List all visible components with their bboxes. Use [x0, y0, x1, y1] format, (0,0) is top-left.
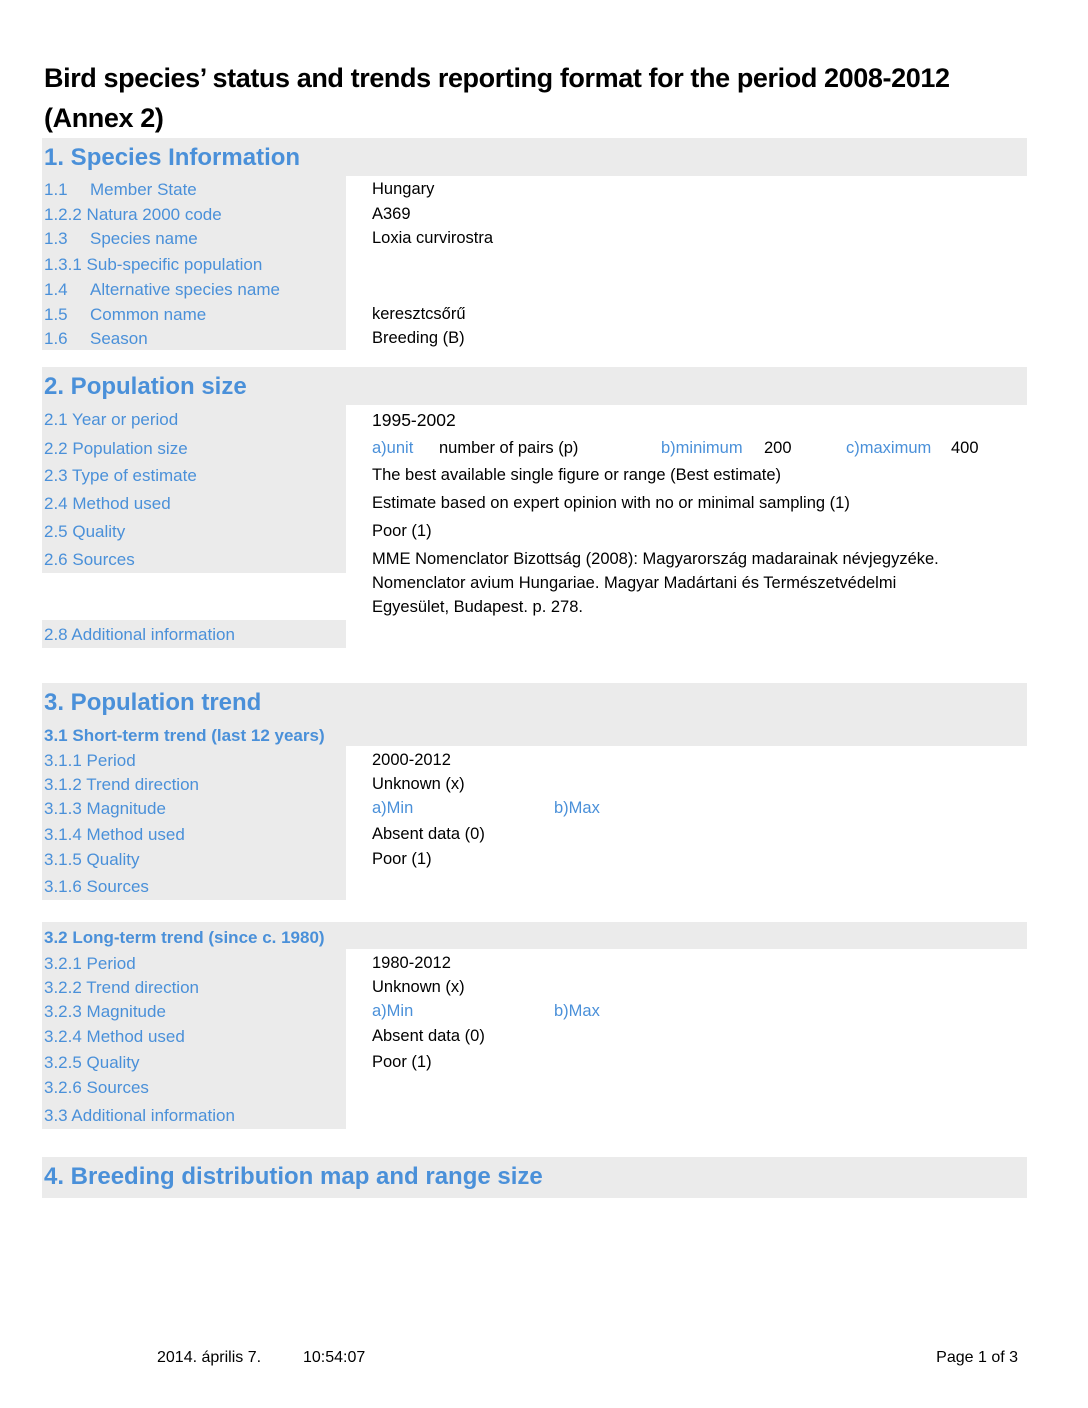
field-label-year-period: 2.1 Year or period: [44, 410, 179, 429]
section-2-heading: 2. Population size: [44, 373, 247, 400]
unit-value: number of pairs (p): [439, 439, 579, 457]
field-label-natura-code: 1.2.2 Natura 2000 code: [44, 205, 222, 224]
field-value-sources-line1: MME Nomenclator Bizottság (2008): Magyarország madarainak névjegyzéke.: [372, 550, 939, 568]
field-value-species-name: Loxia curvirostra: [372, 229, 494, 247]
long-period-value: 1980-2012: [372, 954, 451, 972]
short-term-trend-heading: 3.1 Short-term trend (last 12 years): [44, 726, 325, 745]
section-1-heading: 1. Species Information: [44, 144, 301, 171]
short-period-label: 3.1.1 Period: [44, 751, 136, 770]
field-label-method-used: 2.4 Method used: [44, 494, 171, 513]
short-quality-label: 3.1.5 Quality: [44, 850, 140, 869]
document-title-line1: Bird species’ status and trends reporting format for the period 2008-2012: [44, 63, 950, 93]
short-method-label: 3.1.4 Method used: [44, 825, 185, 844]
footer-page-number: Page 1 of 3: [936, 1349, 1018, 1366]
long-magnitude-max-label: b)Max: [554, 1002, 600, 1020]
field-value-method-used: Estimate based on expert opinion with no or minimal sampling (1): [372, 494, 850, 512]
footer-time: 10:54:07: [303, 1349, 366, 1366]
maximum-label: c)maximum: [846, 439, 932, 457]
field-label-quality: 2.5 Quality: [44, 522, 126, 541]
long-magnitude-label: 3.2.3 Magnitude: [44, 1002, 166, 1021]
section-2-label-column: [42, 405, 346, 573]
field-label-population-size: 2.2 Population size: [44, 439, 188, 458]
long-magnitude-min-label: a)Min: [372, 1002, 414, 1020]
short-quality-value: Poor (1): [372, 850, 432, 868]
field-value-member-state: Hungary: [372, 180, 435, 198]
short-method-value: Absent data (0): [372, 825, 485, 843]
field-label-type-of-estimate: 2.3 Type of estimate: [44, 466, 197, 485]
maximum-value: 400: [951, 439, 979, 457]
long-method-value: Absent data (0): [372, 1027, 485, 1045]
long-direction-label: 3.2.2 Trend direction: [44, 978, 199, 997]
footer-date: 2014. április 7.: [157, 1349, 262, 1366]
field-label-member-state: 1.1 Member State: [44, 180, 197, 199]
long-term-trend-heading: 3.2 Long-term trend (since c. 1980): [44, 928, 325, 947]
field-label-common-name: 1.5 Common name: [44, 305, 207, 324]
long-sources-label: 3.2.6 Sources: [44, 1078, 149, 1097]
long-quality-label: 3.2.5 Quality: [44, 1053, 140, 1072]
field-label-alternative-name: 1.4 Alternative species name: [44, 280, 280, 299]
field-label-sources: 2.6 Sources: [44, 550, 135, 569]
short-period-value: 2000-2012: [372, 751, 451, 769]
section-4-heading: 4. Breeding distribution map and range size: [44, 1163, 543, 1190]
field-value-sources-line3: Egyesület, Budapest. p. 278.: [372, 598, 583, 616]
field-label-species-name: 1.3 Species name: [44, 229, 198, 248]
long-direction-value: Unknown (x): [372, 978, 465, 996]
short-magnitude-label: 3.1.3 Magnitude: [44, 799, 166, 818]
short-sources-label: 3.1.6 Sources: [44, 877, 149, 896]
field-value-year-period: 1995-2002: [372, 410, 456, 430]
trend-additional-information-label: 3.3 Additional information: [44, 1106, 235, 1125]
short-magnitude-max-label: b)Max: [554, 799, 600, 817]
field-label-sub-specific-population: 1.3.1 Sub-specific population: [44, 255, 263, 274]
field-value-common-name: keresztcsőrű: [372, 305, 466, 323]
minimum-label: b)minimum: [661, 439, 743, 457]
minimum-value: 200: [764, 439, 792, 457]
short-direction-label: 3.1.2 Trend direction: [44, 775, 199, 794]
long-period-label: 3.2.1 Period: [44, 954, 136, 973]
short-direction-value: Unknown (x): [372, 775, 465, 793]
field-value-sources-line2: Nomenclator avium Hungariae. Magyar Madártani és Természetvédelmi: [372, 574, 897, 592]
section-3-heading: 3. Population trend: [44, 689, 262, 716]
document-title-line2: (Annex 2): [44, 103, 164, 133]
unit-label: a)unit: [372, 439, 414, 457]
short-magnitude-min-label: a)Min: [372, 799, 414, 817]
field-label-additional-information: 2.8 Additional information: [44, 625, 235, 644]
field-label-season: 1.6 Season: [44, 329, 148, 348]
field-value-type-of-estimate: The best available single figure or range (Best estimate): [372, 466, 782, 484]
long-method-label: 3.2.4 Method used: [44, 1027, 185, 1046]
field-value-quality: Poor (1): [372, 522, 432, 540]
long-quality-value: Poor (1): [372, 1053, 432, 1071]
field-value-season: Breeding (B): [372, 329, 465, 347]
field-value-natura-code: A369: [372, 205, 411, 223]
